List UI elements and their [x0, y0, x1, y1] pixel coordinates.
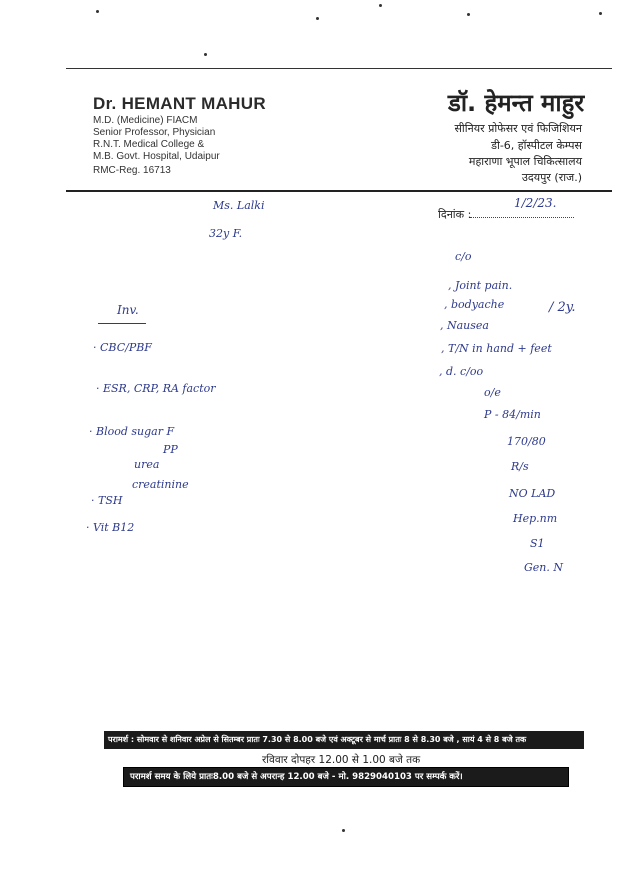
patient-age-sex: 32y F. — [209, 227, 243, 240]
pulse: P - 84/min — [484, 408, 541, 421]
respiratory-system: R/s — [511, 460, 529, 473]
investigations-header: Inv. — [117, 303, 139, 317]
complaint-item: , Nausea — [440, 319, 489, 332]
header-top-rule — [66, 68, 612, 69]
abdomen-finding: Hep.nm — [513, 512, 558, 525]
investigation-item: PP — [163, 443, 178, 456]
credential-line: M.D. (Medicine) FIACM — [93, 115, 198, 126]
investigation-item: · CBC/PBF — [93, 341, 152, 354]
date-value: 1/2/23. — [514, 196, 557, 210]
hospital-hindi: महाराणा भूपाल चिकित्सालय — [468, 155, 582, 168]
complaint-item: , T/N in hand + feet — [441, 342, 552, 355]
complaints-header: c/o — [455, 250, 472, 263]
investigation-item: · Blood sugar F — [89, 425, 175, 438]
scan-speck — [342, 829, 345, 832]
investigation-item: · Vit B12 — [86, 521, 135, 534]
lymph-node-finding: NO LAD — [509, 487, 556, 500]
scan-speck — [316, 17, 319, 20]
blood-pressure: 170/80 — [507, 435, 546, 448]
scan-speck — [467, 13, 470, 16]
contact-banner: परामर्श समय के लिये प्रातः8.00 बजे से अपरान्ह 12.00 बजे - मो. 9829040103 पर सम्पर्क करें। — [123, 767, 569, 787]
header-bottom-rule — [66, 190, 612, 192]
doctor-name-hindi: डॉ. हेमन्त माहुर — [448, 89, 585, 117]
investigation-item: · TSH — [91, 494, 123, 507]
scan-speck — [599, 12, 602, 15]
address-hindi: डी-6, हॉस्पीटल केम्पस — [491, 139, 582, 152]
consultation-timings-banner: परामर्श : सोमवार से शनिवार अप्रेल से सितम्बर प्रातः 7.30 से 8.00 बजे एवं अक्टूबर से मार्च प्रातः 8 से 8.30 बजे , सायं 4 से 8 बजे तक — [104, 731, 584, 749]
complaint-duration: / 2y. — [549, 300, 576, 315]
investigation-item: urea — [134, 458, 160, 471]
investigation-item: · ESR, CRP, RA factor — [96, 382, 216, 395]
scan-speck — [204, 53, 207, 56]
complaint-item: , Joint pain. — [448, 279, 513, 292]
patient-name: Ms. Lalki — [213, 199, 265, 212]
registration-number: RMC-Reg. 16713 — [93, 165, 171, 176]
scan-speck — [96, 10, 99, 13]
general-condition: Gen. N — [524, 561, 563, 574]
investigations-underline — [98, 323, 146, 324]
city-hindi: उदयपुर (राज.) — [521, 171, 582, 184]
doctor-name-english: Dr. HEMANT MAHUR — [93, 94, 266, 113]
examination-header: o/e — [484, 386, 501, 399]
sunday-timings: रविवार दोपहर 12.00 से 1.00 बजे तक — [262, 754, 421, 766]
heart-sounds: S1 — [530, 537, 545, 550]
credential-line: R.N.T. Medical College & — [93, 139, 205, 150]
credential-line: M.B. Govt. Hospital, Udaipur — [93, 151, 220, 162]
credential-line: Senior Professor, Physician — [93, 127, 216, 138]
designation-hindi: सीनियर प्रोफेसर एवं फिजिशियन — [454, 122, 582, 135]
complaint-item: , bodyache — [444, 298, 505, 311]
scan-speck — [379, 4, 382, 7]
date-dotted-line — [470, 217, 574, 218]
investigation-item: creatinine — [132, 478, 189, 491]
date-label: दिनांक : — [438, 208, 472, 221]
complaint-item: , d. c/oo — [439, 365, 484, 378]
